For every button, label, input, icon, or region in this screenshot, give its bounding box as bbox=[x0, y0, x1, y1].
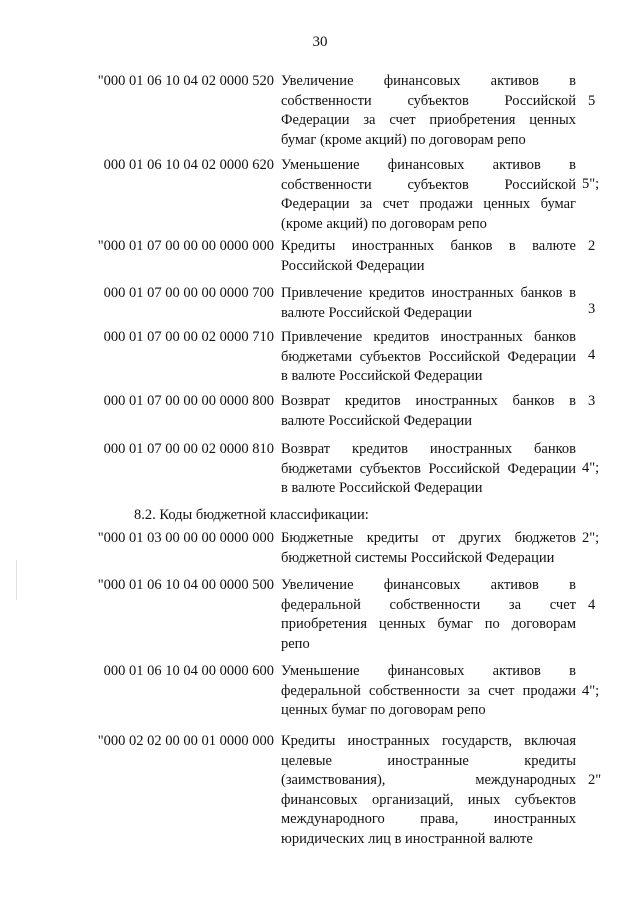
description-line: финансовых организаций, иных субъектов bbox=[281, 791, 576, 808]
description-line: бюджетами субъектов Российской Федерации bbox=[281, 348, 576, 365]
description-line: Кредиты иностранных банков в валюте bbox=[281, 238, 576, 254]
code-description bbox=[281, 662, 576, 721]
description-line: (заимствования), международных bbox=[281, 772, 576, 788]
budget-code: 000 01 07 00 00 02 0000 710 bbox=[103, 329, 274, 345]
code-description bbox=[281, 72, 576, 150]
code-description bbox=[281, 156, 576, 234]
description-line: целевые иностранные кредиты bbox=[281, 752, 576, 769]
budget-code: "000 01 03 00 00 00 0000 000 bbox=[97, 530, 274, 546]
description-line: Привлечение кредитов иностранных банков в bbox=[281, 285, 576, 301]
section-heading: 8.2. Коды бюджетной классификации: bbox=[134, 507, 369, 523]
description-line: юридических лиц в иностранной валюте bbox=[281, 830, 533, 847]
column-number: 3 bbox=[588, 393, 596, 409]
column-number: 4"; bbox=[582, 460, 600, 476]
description-line: федеральной собственности за счет bbox=[281, 596, 576, 613]
budget-code: 000 01 06 10 04 02 0000 620 bbox=[103, 157, 274, 173]
code-description bbox=[281, 732, 576, 849]
description-line: собственности субъектов Российской bbox=[281, 92, 576, 109]
description-line: бумаг (кроме акций) по договорам репо bbox=[281, 131, 526, 148]
description-line: Российской Федерации bbox=[281, 257, 425, 274]
description-line: в валюте Российской Федерации bbox=[281, 480, 483, 496]
column-number: 2"; bbox=[582, 530, 600, 546]
description-line: в валюте Российской Федерации bbox=[281, 368, 483, 384]
column-number: 3 bbox=[588, 301, 596, 317]
description-line: Федерации за счет приобретения ценных bbox=[281, 112, 576, 128]
description-line: Привлечение кредитов иностранных банков bbox=[281, 329, 576, 345]
description-line: Увеличение финансовых активов в bbox=[281, 577, 576, 593]
description-line: Кредиты иностранных государств, включая bbox=[281, 733, 576, 749]
description-line: бюджетной системы Российской Федерации bbox=[281, 549, 555, 566]
code-description bbox=[281, 529, 576, 568]
description-line: международного права, иностранных bbox=[281, 811, 576, 827]
column-number: 5 bbox=[588, 93, 596, 109]
description-line: Возврат кредитов иностранных банков в bbox=[281, 393, 576, 409]
page-number: 30 bbox=[312, 34, 328, 50]
description-line: Федерации за счет продажи ценных бумаг bbox=[281, 196, 576, 212]
description-line: Увеличение финансовых активов в bbox=[281, 73, 576, 89]
description-line: Уменьшение финансовых активов в bbox=[281, 157, 576, 173]
column-number: 2 bbox=[588, 238, 596, 254]
column-number: 4"; bbox=[582, 683, 600, 699]
budget-code: "000 01 06 10 04 00 0000 500 bbox=[97, 577, 274, 593]
column-number: 5"; bbox=[582, 176, 600, 192]
code-description bbox=[281, 440, 576, 499]
budget-code: 000 01 06 10 04 00 0000 600 bbox=[103, 663, 274, 679]
scan-edge-mark bbox=[16, 560, 17, 600]
description-line: Уменьшение финансовых активов в bbox=[281, 663, 576, 679]
code-description bbox=[281, 284, 576, 323]
description-line: федеральной собственности за счет продажи bbox=[281, 682, 576, 699]
description-line: приобретения ценных бумаг по договорам bbox=[281, 616, 576, 632]
budget-code: "000 01 06 10 04 02 0000 520 bbox=[97, 73, 274, 89]
description-line: репо bbox=[281, 635, 310, 652]
budget-code: "000 01 07 00 00 00 0000 000 bbox=[97, 238, 274, 254]
code-description bbox=[281, 328, 576, 387]
description-line: ценных бумаг по договорам репо bbox=[281, 702, 486, 718]
column-number: 4 bbox=[588, 597, 596, 613]
description-line: бюджетами субъектов Российской Федерации bbox=[281, 460, 576, 477]
budget-code: 000 01 07 00 00 00 0000 800 bbox=[103, 393, 274, 409]
code-description bbox=[281, 576, 576, 654]
budget-code: "000 02 02 00 00 01 0000 000 bbox=[97, 733, 274, 749]
description-line: Возврат кредитов иностранных банков bbox=[281, 441, 576, 457]
budget-code: 000 01 07 00 00 00 0000 700 bbox=[103, 285, 274, 301]
description-line: валюте Российской Федерации bbox=[281, 412, 473, 429]
code-description bbox=[281, 392, 576, 431]
budget-code: 000 01 07 00 00 02 0000 810 bbox=[103, 441, 274, 457]
description-line: собственности субъектов Российской bbox=[281, 176, 576, 193]
description-line: Бюджетные кредиты от других бюджетов bbox=[281, 530, 576, 546]
description-line: валюте Российской Федерации bbox=[281, 304, 473, 321]
code-description bbox=[281, 237, 576, 276]
description-line: (кроме акций) по договорам репо bbox=[281, 215, 487, 232]
column-number: 2" bbox=[588, 772, 602, 788]
column-number: 4 bbox=[588, 347, 596, 363]
